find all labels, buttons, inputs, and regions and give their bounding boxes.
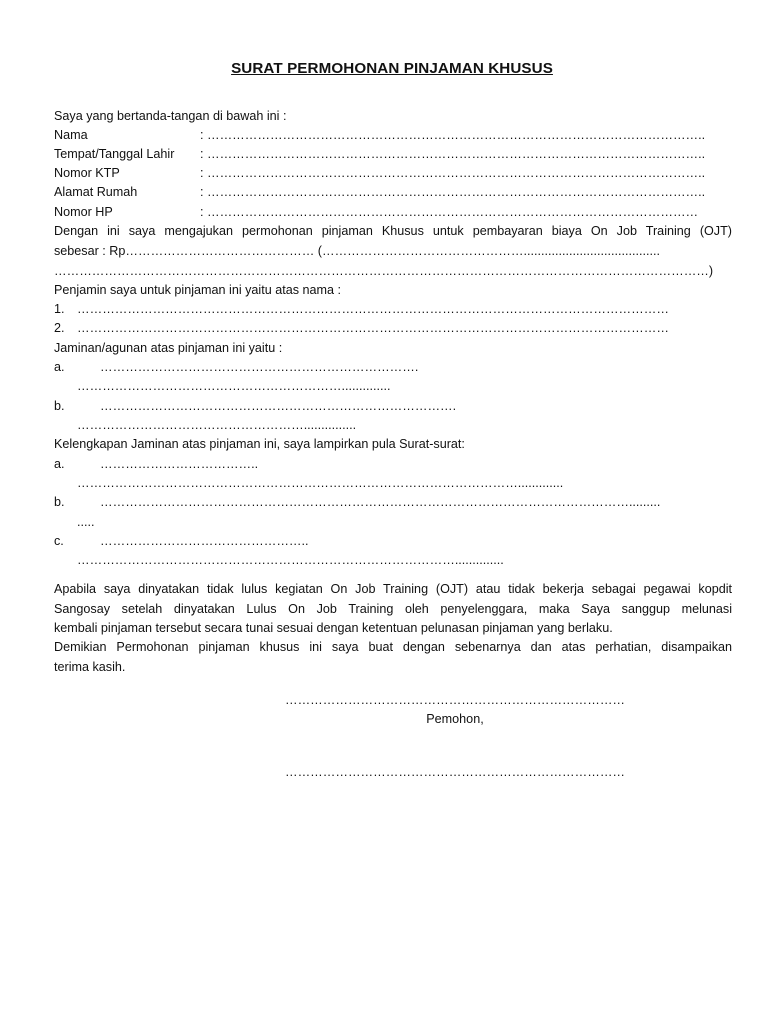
closing-p1-line-2: Sangosay setelah dinyatakan Lulus On Job Training oleh penyelenggara, maka Saya sanggup melunasi: [54, 602, 732, 616]
attachment-mark-c: c.: [54, 534, 64, 548]
field-label-alamat: Alamat Rumah: [54, 185, 138, 199]
collateral-a-dots-1: ………………………………………………………………….: [100, 360, 419, 374]
attachment-mark-a: a.: [54, 457, 65, 471]
field-dots-nama: : ………………………………………………………………………………………………………..: [200, 128, 706, 142]
collateral-mark-a: a.: [54, 360, 65, 374]
guarantor-dots-2: ……………………………………………………………………………………………………………………………: [77, 321, 669, 335]
guarantor-dots-1: ……………………………………………………………………………………………………………………………: [77, 302, 669, 316]
field-label-ttl: Tempat/Tanggal Lahir: [54, 147, 175, 161]
guarantor-number-1: 1.: [54, 302, 65, 316]
field-label-ktp: Nomor KTP: [54, 166, 120, 180]
field-label-hp: Nomor HP: [54, 205, 113, 219]
closing-p1-line-1: Apabila saya dinyatakan tidak lulus kegiatan On Job Training (OJT) atau tidak bekerja sebagai pegawai kopdit: [54, 582, 732, 596]
attachment-a-dots-1: ………………………………..: [100, 457, 259, 471]
attachment-b-dots-1: ……………………………………………………………………………………………………………….........: [100, 495, 661, 509]
signature-name-dots: ………………………………………………………………………: [284, 765, 626, 779]
closing-p1-line-3: kembali pinjaman tersebut secara tunai sesuai dengan ketentuan pelunasan pinjaman yang berlaku.: [54, 621, 613, 635]
guarantor-number-2: 2.: [54, 321, 65, 335]
request-line-3: [54, 263, 724, 279]
closing-p2-line-1: Demikian Permohonan pinjaman khusus ini saya buat dengan sebenarnya dan atas perhatian, disampaikan: [54, 640, 732, 654]
closing-p2-line-2: terima kasih.: [54, 660, 126, 674]
document-title: SURAT PERMOHONAN PINJAMAN KHUSUS: [231, 60, 553, 77]
collateral-b-dots-1: ………………………………………………………………………….: [100, 399, 457, 413]
intro-text: Saya yang bertanda-tangan di bawah ini :: [54, 109, 287, 123]
field-dots-ttl: : ………………………………………………………………………………………………………..: [200, 147, 706, 161]
signature-role: Pemohon,: [426, 712, 484, 726]
attachment-c-dots-1: …………………………………………..: [100, 534, 309, 548]
attachment-c-dots-2: ………………………………………………………………………………..............: [77, 553, 504, 567]
attachment-a-dots-2: …………………………………………………………………………………………….............: [77, 476, 564, 490]
collateral-b-dots-2: ………………………………………………...............: [77, 418, 357, 432]
field-dots-ktp: : ………………………………………………………………………………………………………..: [200, 166, 706, 180]
request-line-3-text: …………………………………………………………………………………………………………………………………………): [54, 264, 714, 278]
field-label-nama: Nama: [54, 128, 88, 142]
field-dots-alamat: : ………………………………………………………………………………………………………..: [200, 185, 706, 199]
collateral-a-dots-2: ………………………………………………………..............: [77, 379, 391, 393]
signature-place-date-dots: ………………………………………………………………………: [284, 693, 626, 707]
attachment-mark-b: b.: [54, 495, 65, 509]
collateral-heading: Jaminan/agunan atas pinjaman ini yaitu :: [54, 341, 283, 355]
request-line-2: sebesar : Rp……………………………………… (………………………………………….......................................: [54, 244, 660, 258]
guarantor-heading: Penjamin saya untuk pinjaman ini yaitu atas nama :: [54, 283, 342, 297]
request-line-1: Dengan ini saya mengajukan permohonan pinjaman Khusus untuk pembayaran biaya On Job Training (OJT): [54, 224, 732, 238]
attachments-heading: Kelengkapan Jaminan atas pinjaman ini, saya lampirkan pula Surat-surat:: [54, 437, 465, 451]
collateral-mark-b: b.: [54, 399, 65, 413]
field-dots-hp: : ………………………………………………………………………………………………………: [200, 205, 699, 219]
attachment-b-dots-2: .....: [77, 515, 95, 529]
